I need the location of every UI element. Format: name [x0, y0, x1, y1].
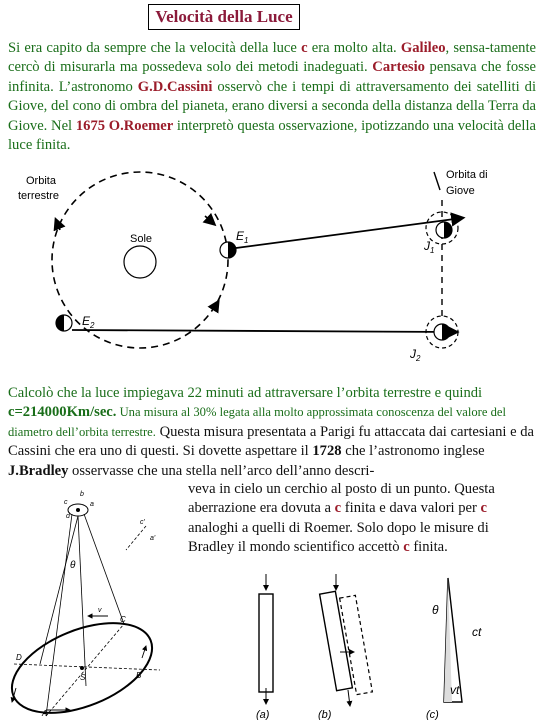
text: interpretò questa osservazione, ipotizzando una velocità della luce finita.: [8, 117, 536, 154]
symbol-c: c: [301, 40, 308, 56]
earth-e2-shadow: [56, 315, 64, 331]
roemer-diagram: [0, 160, 540, 380]
page-title: Velocità della Luce: [155, 7, 293, 26]
text: pensava che fosse infinita. L’astronomo: [8, 59, 536, 95]
name-bradley: J.Bradley: [8, 462, 69, 479]
ray: [78, 516, 86, 686]
paragraph-2: [8, 384, 536, 481]
j1-label: [423, 239, 434, 255]
text: osservasse che una stella nell’arco dell’anno descri-: [68, 462, 375, 479]
orbit-earth-label-1: Orbita: [26, 175, 56, 187]
jupiter-j2-shadow: [442, 324, 450, 340]
symbol-c: c: [403, 539, 410, 556]
label-B: B: [136, 671, 142, 680]
label-s: S: [80, 673, 86, 682]
e1-label: [236, 229, 248, 245]
axis: [14, 664, 160, 670]
label-c-prime: c': [140, 519, 145, 526]
label-c: (c): [426, 709, 439, 720]
label-ct: ct: [472, 625, 482, 639]
light-ray-2: [72, 330, 456, 332]
sun-label: Sole: [130, 233, 153, 245]
e2-letter: E: [82, 314, 91, 328]
ray: [46, 514, 72, 716]
label-D: D: [16, 653, 22, 662]
j2-label: [409, 347, 421, 363]
orbit-earth-label-2: terrestre: [18, 190, 59, 202]
ray-prime: [126, 526, 146, 550]
title-box: [148, 4, 300, 30]
label-vt: vt: [450, 683, 460, 697]
telescope-diagram: [236, 570, 536, 720]
sun-s: [80, 666, 84, 670]
text: che l’astronomo inglese: [341, 443, 485, 460]
label-C: C: [120, 615, 126, 624]
j1-letter: J: [424, 239, 430, 253]
star: [76, 508, 80, 512]
label-a-prime: a': [150, 535, 156, 542]
j1-sub: 1: [430, 246, 435, 255]
text: analoghi a quelli di Roemer. Solo dopo le misure di Bradley il mondo scientifico accettò: [188, 519, 489, 556]
label-d: d: [66, 513, 70, 520]
symbol-c: c: [480, 500, 488, 517]
text: osservò che i tempi di attraversamento dei satelliti di Giove, del cono di ombra del pianeta, erano diversi a seconda della distanza della Terra da Giove. Nel: [8, 78, 536, 134]
orbit-jupiter-label-1: Orbita di: [446, 169, 488, 181]
name-cartesio: Cartesio: [372, 59, 425, 76]
jupiter-orbit-tail: [434, 172, 440, 190]
text: era molto alta.: [307, 40, 401, 56]
label-b: (b): [318, 709, 332, 720]
value-c: c=214000Km/sec.: [8, 404, 117, 421]
text: veva in cielo un cerchio al posto di un punto. Questa aberrazione era dovuta a: [188, 481, 495, 517]
text: , sensa-tamente cercò di misurarla ma possedeva solo dei metodi inadeguati.: [8, 40, 536, 76]
text: finita e dava valori per: [341, 500, 481, 517]
text: Calcolò che la luce impiegava 22 minuti ad attraversare l’orbita terrestre e quindi: [8, 385, 483, 401]
earth-e1-shadow: [228, 242, 236, 258]
ray: [40, 516, 78, 664]
label-theta: θ: [70, 560, 76, 571]
year-bradley: 1728: [312, 443, 342, 460]
velocity-arrow: [142, 646, 146, 658]
label-theta: θ: [432, 603, 439, 617]
telescope-a: [259, 594, 273, 692]
text: finita.: [409, 539, 448, 556]
e2-label: [82, 314, 95, 330]
jupiter-j1-shadow: [444, 222, 452, 238]
label-a: a: [90, 501, 94, 508]
name-galileo: Galileo: [400, 40, 446, 56]
text: Si era capito da sempre che la velocità della luce: [8, 40, 302, 56]
text-small: Una misura al 30% legata alla molto approssimata conoscenza del valore del diametro dell’orbita terrestre.: [8, 405, 506, 439]
earth-orbit-ellipse: [0, 605, 165, 718]
earth-orbit: [52, 172, 228, 348]
paragraph-1: [8, 39, 536, 155]
j2-letter: J: [410, 347, 416, 361]
label-b: b: [80, 491, 84, 498]
year-roemer: 1675 O.Roemer: [75, 117, 174, 134]
ray: [84, 514, 124, 624]
ray-b: [348, 690, 350, 706]
name-cassini: G.D.Cassini: [137, 78, 213, 95]
label-c: c: [64, 499, 68, 506]
paragraph-3: [188, 480, 532, 558]
orbit-arrow: [205, 216, 214, 224]
text: Questa misura presentata a Parigi fu attaccata dai cartesiani e da Cassini che era uno di questi. Si dovette aspettare il: [8, 423, 534, 460]
label-v: v: [98, 607, 102, 614]
symbol-c: c: [334, 500, 342, 517]
label-A: A: [42, 709, 48, 718]
j2-sub: 2: [416, 354, 421, 363]
orbit-jupiter-label-2: Giove: [446, 185, 475, 197]
aberration-diagram: [0, 488, 180, 718]
sun: [124, 246, 156, 278]
e1-sub: 1: [244, 236, 249, 245]
e2-sub: 2: [90, 321, 95, 330]
orbit-arrow: [213, 302, 218, 310]
e1-letter: E: [236, 229, 245, 243]
label-a: (a): [256, 709, 270, 720]
